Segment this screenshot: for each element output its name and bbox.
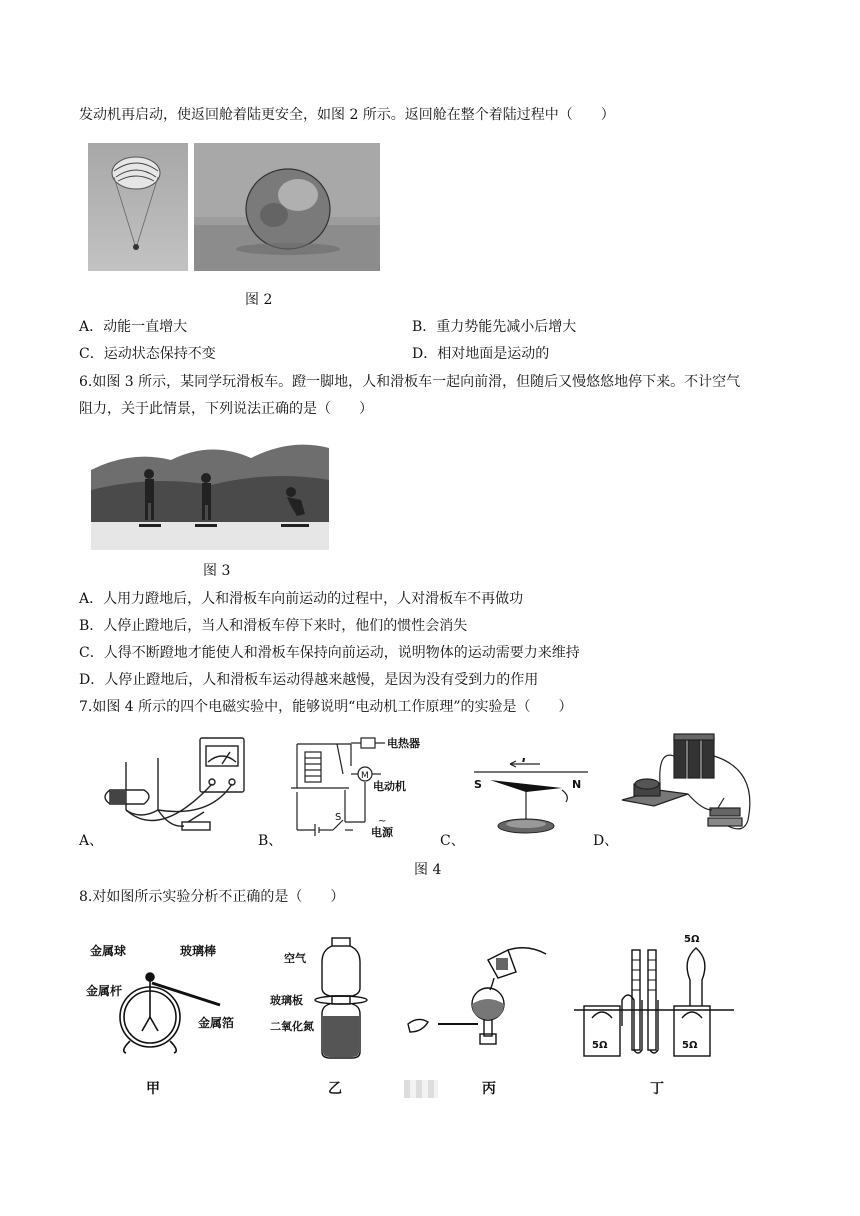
fig4-c-south-label: S (474, 778, 482, 791)
fig4-label-b[interactable]: B、 (258, 833, 283, 849)
q6-option-a[interactable]: A．人用力蹬地后，人和滑板车向前运动的过程中，人对滑板车不再做功 (79, 591, 524, 607)
q6-text-line2: 阻力，关于此情景，下列说法正确的是（ ） (79, 401, 373, 417)
q5-option-d[interactable]: D．相对地面是运动的 (412, 346, 550, 362)
fig8-ding-left-resistor-label: 5Ω (592, 1040, 608, 1051)
q5-option-b[interactable]: B．重力势能先减小后增大 (412, 319, 577, 335)
fig8-ding-right-resistor-label: 5Ω (682, 1040, 698, 1051)
fig4-a-diagram (100, 728, 260, 844)
fig4-b-diagram (285, 730, 420, 842)
q5-option-c[interactable]: C．运动状态保持不变 (79, 346, 216, 362)
q6-option-c[interactable]: C．人得不断蹬地才能使人和滑板车保持向前运动，说明物体的运动需要力来维持 (79, 645, 580, 661)
fig4-label-d[interactable]: D、 (593, 833, 619, 849)
fig8-yi-air-label: 空气 (284, 952, 306, 965)
fig8-jia-electroscope (80, 935, 240, 1065)
blurred-mark (404, 1080, 438, 1098)
q6-option-b[interactable]: B．人停止蹬地后，当人和滑板车停下来时，他们的惯性会消失 (79, 618, 468, 634)
fig2-capsule-photo (194, 143, 380, 275)
fig4-label-a[interactable]: A、 (79, 833, 104, 849)
fig4-label-c[interactable]: C、 (440, 833, 465, 849)
fig8-jia-ball-label: 金属球 (90, 944, 127, 958)
fig8-jia-foil-label: 金属箔 (198, 1016, 235, 1030)
fig4-c-current-label: I (522, 758, 527, 765)
fig4-c-north-label: N (572, 778, 582, 791)
fig8-yi-no2-label: 二氧化氮 (270, 1020, 314, 1033)
fig4-b-source-label: 电源 (371, 826, 393, 838)
fig4-b-switch-label: S (335, 812, 342, 823)
fig8-ding-joule (570, 930, 740, 1064)
q6-text-line1: 6.如图 3 所示，某同学玩滑板车。蹬一脚地，人和滑板车一起向前滑，但随后又慢悠悠地停下来。不计空气 (79, 374, 741, 390)
q5-text: 发动机再启动，使返回舱着陆更安全，如图 2 所示。返回舱在整个着陆过程中（ ） (79, 107, 615, 123)
fig8-label-jia[interactable]: 甲 (146, 1081, 160, 1097)
fig3-caption: 图 3 (203, 563, 231, 579)
q6-option-d[interactable]: D．人停止蹬地后，人和滑板车运动得越来越慢，是因为没有受到力的作用 (79, 672, 539, 688)
fig8-yi-diffusion (270, 932, 410, 1068)
fig2-parachute-photo (88, 143, 188, 275)
fig2-caption: 图 2 (245, 292, 273, 308)
q7-text: 7.如图 4 所示的四个电磁实验中，能够说明“电动机工作原理”的实验是（ ） (79, 699, 573, 715)
fig8-jia-rod-label: 玻璃棒 (180, 944, 217, 958)
fig3-scooter-photo (91, 430, 329, 554)
fig4-b-motor-label: 电动机 (373, 780, 406, 793)
fig4-b-heater-label: 电热器 (387, 737, 420, 750)
fig4-b-tilde: ~ (378, 816, 387, 827)
fig8-yi-plate-label: 玻璃板 (270, 994, 303, 1007)
fig8-label-yi[interactable]: 乙 (328, 1081, 342, 1097)
q8-text: 8.对如图所示实验分析不正确的是（ ） (79, 889, 345, 905)
fig8-ding-top-resistor-label: 5Ω (684, 934, 700, 945)
q5-option-a[interactable]: A．动能一直增大 (79, 319, 188, 335)
fig4-b-motor-symbol: M (361, 771, 369, 781)
fig8-bing-flask (398, 942, 558, 1064)
fig8-jia-stem-label: 金属杆 (86, 984, 123, 998)
fig4-c-diagram (470, 758, 595, 844)
fig4-d-diagram (618, 730, 763, 844)
fig4-caption: 图 4 (414, 862, 442, 878)
fig8-label-ding[interactable]: 丁 (650, 1081, 664, 1097)
fig8-label-bing[interactable]: 丙 (482, 1081, 496, 1097)
